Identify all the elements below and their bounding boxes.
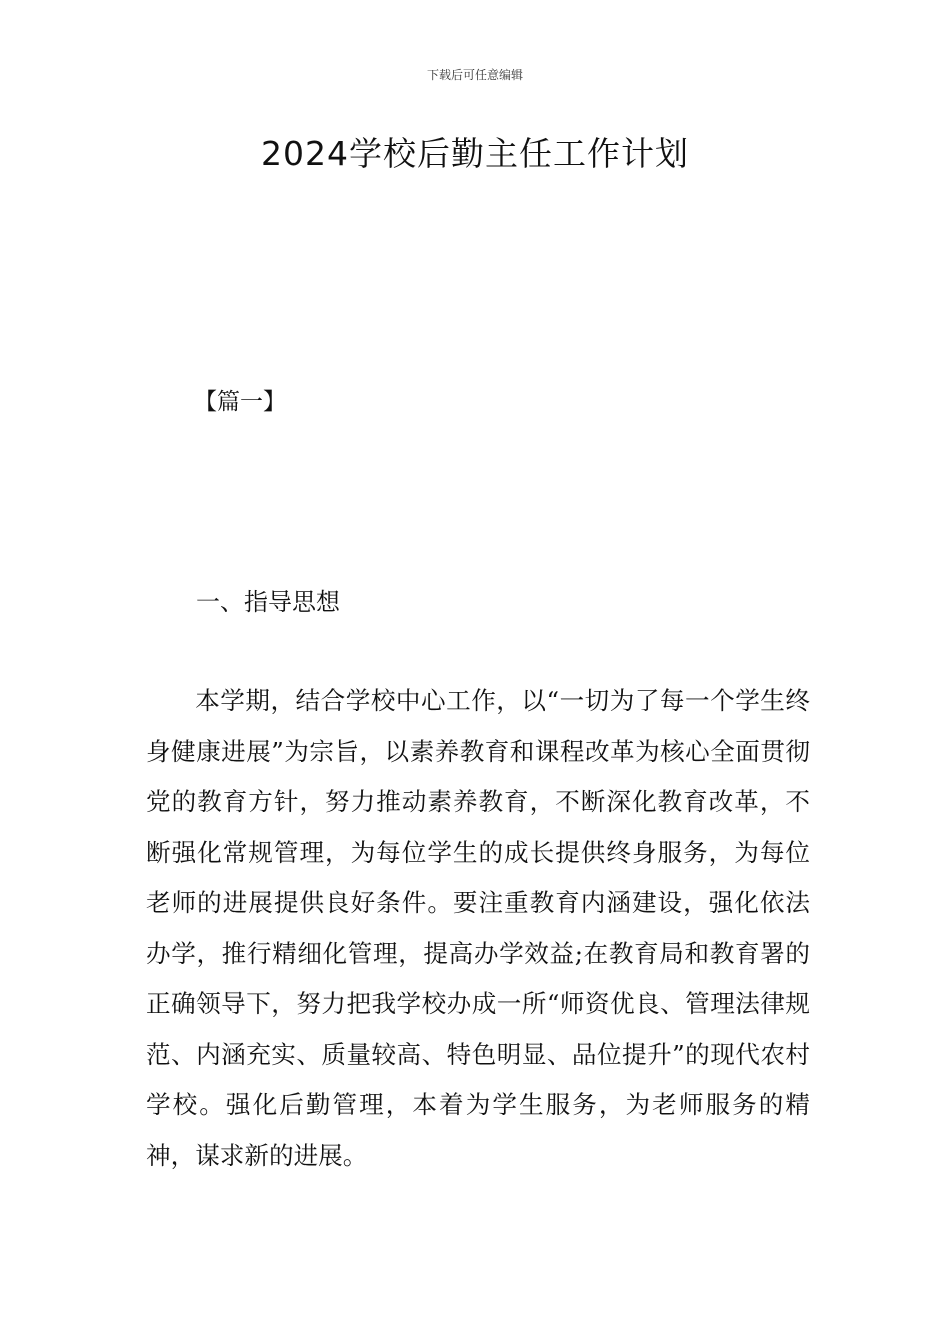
body-paragraph: 本学期，结合学校中心工作，以“一切为了每一个学生终身健康进展”为宗旨，以素养教育和课程改革为核心全面贯彻党的教育方针，努力推动素养教育，不断深化教育改革，不断强化常规管理，为每位学生的成长提供终身服务，为每位老师的进展提供良好条件。要注重教育内涵建设，强化依法办学，推行精细化管理，提高办学效益;在教育局和教育署的正确领导下，努力把我学校办成一所“师资优良、管理法律规范、内涵充实、质量较高、特色明显、品位提升”的现代农村学校。强化后勤管理，本着为学生服务，为老师服务的精神，谋求新的进展。 bbox=[146, 686, 810, 1170]
header-note: 下载后可任意编辑 bbox=[426, 68, 523, 82]
document-title: 2024学校后勤主任工作计划 bbox=[261, 134, 689, 173]
section-heading: 一、指导思想 bbox=[196, 588, 340, 616]
section-label: 【篇一】 bbox=[194, 389, 286, 415]
